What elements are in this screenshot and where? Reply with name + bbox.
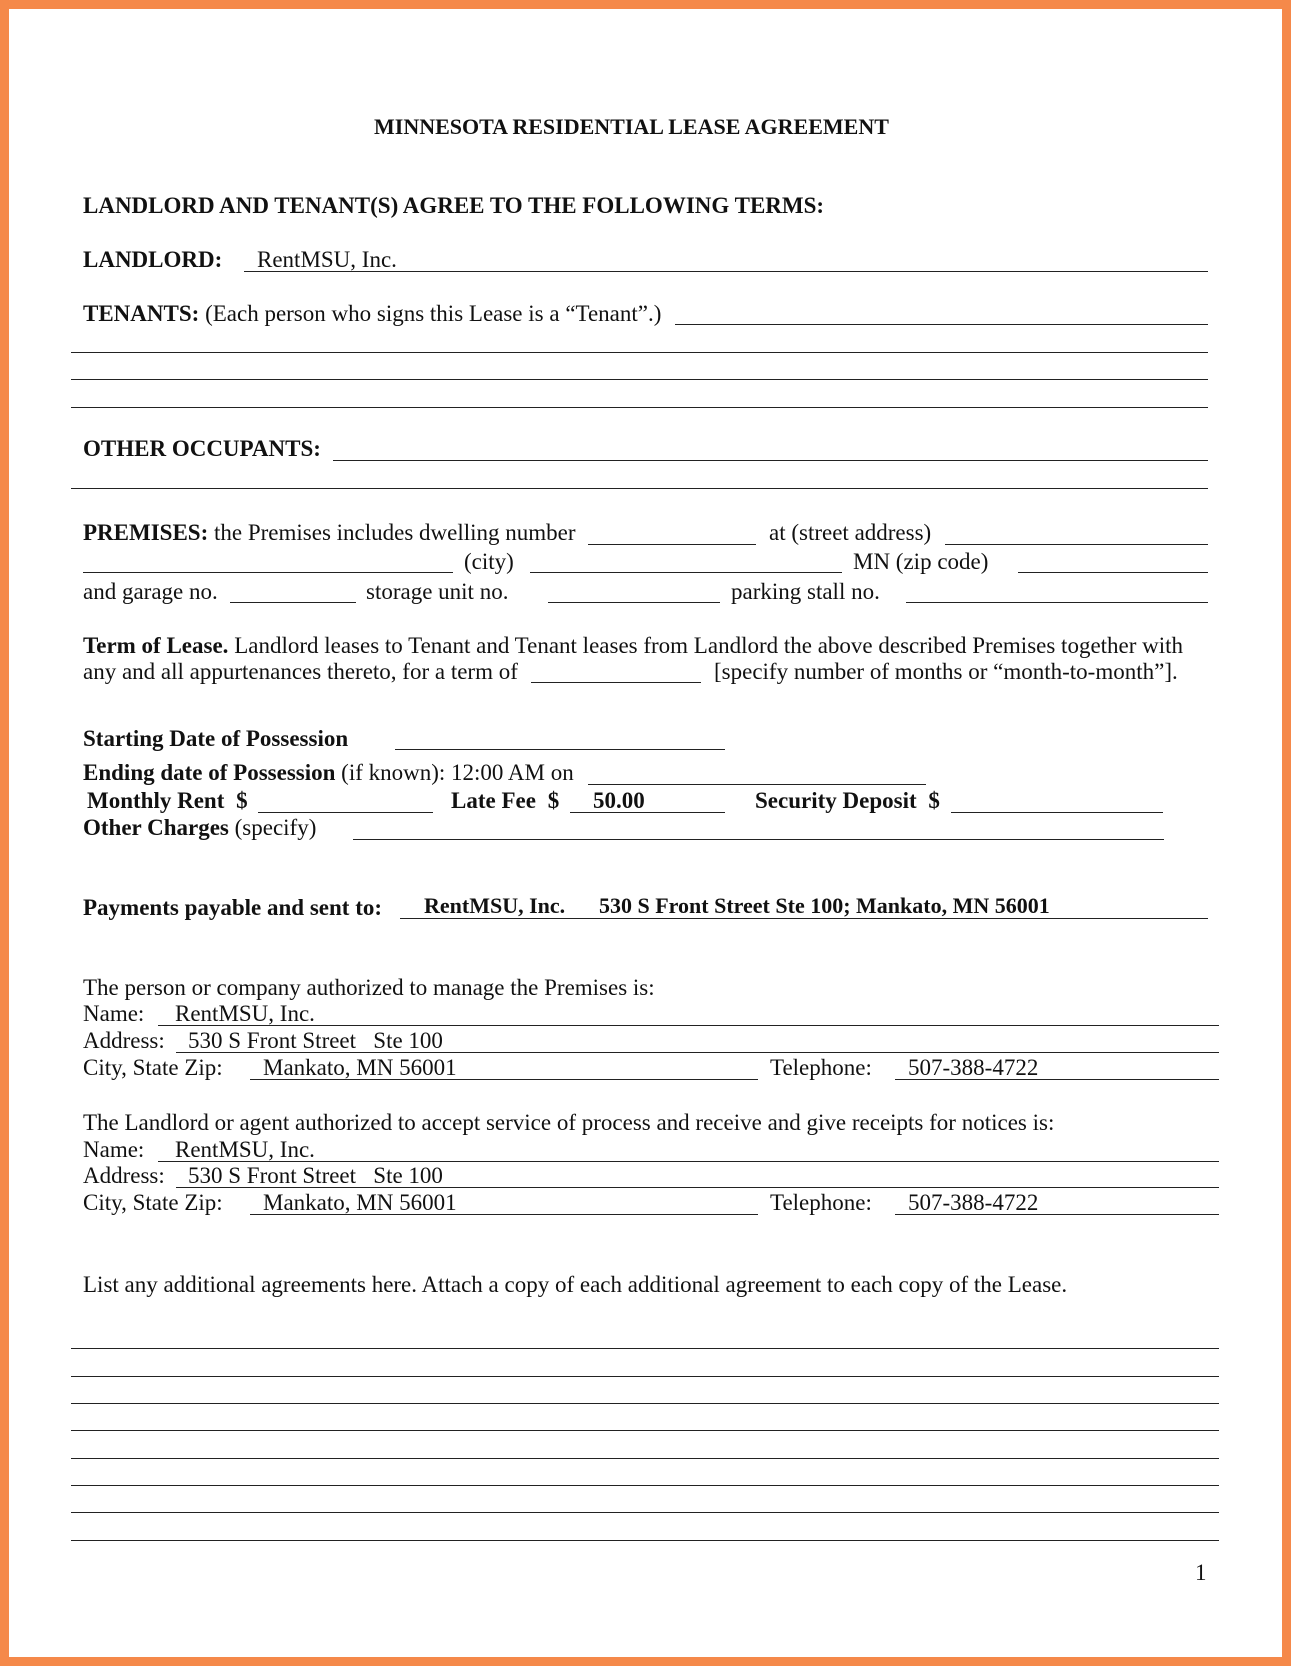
manager-phone-label: Telephone: xyxy=(770,1055,872,1080)
other-occupants-field-1[interactable] xyxy=(333,460,1208,461)
street-address-field[interactable] xyxy=(945,544,1208,545)
start-possession-field[interactable] xyxy=(395,749,725,750)
tenants-label: TENANTS: xyxy=(83,301,200,326)
term-label: Term of Lease. xyxy=(83,633,229,658)
garage-text: and garage no. xyxy=(83,579,218,604)
manager-intro: The person or company authorized to manage the Premises is: xyxy=(83,975,655,1000)
agent-city-value: Mankato, MN 56001 xyxy=(263,1190,457,1215)
monthly-rent-label: Monthly Rent xyxy=(87,788,225,813)
manager-name-value: RentMSU, Inc. xyxy=(175,1001,315,1026)
end-possession-field[interactable] xyxy=(588,784,926,785)
additional-line-2[interactable] xyxy=(71,1376,1219,1377)
term-row-1 xyxy=(83,634,1183,657)
additional-line-5[interactable] xyxy=(71,1458,1219,1459)
payments-label: Payments payable and sent to: xyxy=(83,895,383,920)
late-fee-currency: $ xyxy=(547,788,560,813)
parking-text: parking stall no. xyxy=(731,579,880,604)
garage-field[interactable] xyxy=(230,602,356,603)
manager-name-label: Name: xyxy=(83,1001,145,1026)
manager-address-label: Address: xyxy=(83,1028,165,1053)
page-number: 1 xyxy=(1195,1560,1207,1585)
additional-agreements-text: List any additional agreements here. Attach a copy of each additional agreement to each copy of the Lease. xyxy=(83,1272,1068,1297)
street-address-field-2[interactable] xyxy=(83,572,453,573)
other-charges-row xyxy=(83,816,316,839)
tenants-row xyxy=(83,302,661,325)
other-occupants-label: OTHER OCCUPANTS: xyxy=(83,436,321,461)
other-charges-field[interactable] xyxy=(353,839,1164,840)
tenants-field-4[interactable] xyxy=(71,407,1208,408)
agent-phone-value: 507-388-4722 xyxy=(908,1190,1039,1215)
premises-label: PREMISES: xyxy=(83,520,209,545)
start-possession-label: Starting Date of Possession xyxy=(83,726,349,751)
street-address-text: at (street address) xyxy=(769,520,932,545)
term-text-1: Landlord leases to Tenant and Tenant leases from Landlord the above described Premises together with xyxy=(234,633,1184,658)
late-fee-label-row xyxy=(451,789,559,812)
manager-address-value: 530 S Front Street Ste 100 xyxy=(188,1028,443,1053)
other-occupants-field-2[interactable] xyxy=(71,488,1208,489)
landlord-value: RentMSU, Inc. xyxy=(257,247,397,272)
term-text-2: any and all appurtenances thereto, for a term of xyxy=(83,659,518,684)
tenants-note: (Each person who signs this Lease is a “Tenant”.) xyxy=(205,301,662,326)
landlord-label: LANDLORD: xyxy=(83,247,223,272)
additional-line-7[interactable] xyxy=(71,1512,1219,1513)
storage-text: storage unit no. xyxy=(366,579,509,604)
agent-name-value: RentMSU, Inc. xyxy=(175,1137,315,1162)
payments-field[interactable] xyxy=(400,918,1208,919)
additional-line-1[interactable] xyxy=(71,1348,1219,1349)
monthly-rent-label-row xyxy=(87,789,248,812)
city-text: (city) xyxy=(464,549,514,574)
term-text-3: [specify number of months or “month-to-month”]. xyxy=(714,659,1178,684)
additional-line-6[interactable] xyxy=(71,1485,1219,1486)
monthly-rent-currency: $ xyxy=(236,788,248,813)
security-deposit-currency: $ xyxy=(928,788,940,813)
agent-phone-label: Telephone: xyxy=(770,1190,872,1215)
document-title: MINNESOTA RESIDENTIAL LEASE AGREEMENT xyxy=(374,114,889,139)
manager-phone-value: 507-388-4722 xyxy=(908,1055,1039,1080)
other-charges-note: (specify) xyxy=(234,815,317,840)
monthly-rent-field[interactable] xyxy=(258,812,433,813)
other-charges-label: Other Charges xyxy=(83,815,229,840)
additional-line-8[interactable] xyxy=(71,1540,1219,1541)
storage-field[interactable] xyxy=(548,602,720,603)
agent-address-label: Address: xyxy=(83,1163,165,1188)
manager-name-field[interactable] xyxy=(158,1025,1219,1026)
end-possession-label: Ending date of Possession xyxy=(83,760,336,785)
zip-text: MN (zip code) xyxy=(853,549,989,574)
premises-dwelling-text: the Premises includes dwelling number xyxy=(214,520,576,545)
additional-line-3[interactable] xyxy=(71,1403,1219,1404)
manager-city-value: Mankato, MN 56001 xyxy=(263,1055,457,1080)
agent-intro: The Landlord or agent authorized to accept service of process and receive and give receipts for notices is: xyxy=(83,1110,1055,1135)
agent-name-field[interactable] xyxy=(158,1161,1219,1162)
tenants-field-2[interactable] xyxy=(71,352,1208,353)
late-fee-label: Late Fee xyxy=(451,788,536,813)
security-deposit-field[interactable] xyxy=(951,812,1163,813)
payments-payee: RentMSU, Inc. xyxy=(424,893,566,918)
parking-field[interactable] xyxy=(906,602,1208,603)
city-field[interactable] xyxy=(530,572,842,573)
term-field[interactable] xyxy=(531,682,701,683)
end-possession-row xyxy=(83,761,574,784)
agent-name-label: Name: xyxy=(83,1137,145,1162)
end-possession-note: (if known): 12:00 AM on xyxy=(341,760,574,785)
manager-city-label: City, State Zip: xyxy=(83,1055,223,1080)
agent-city-label: City, State Zip: xyxy=(83,1190,223,1215)
tenants-field-1[interactable] xyxy=(675,324,1208,325)
tenants-field-3[interactable] xyxy=(71,379,1208,380)
dwelling-number-field[interactable] xyxy=(588,544,756,545)
late-fee-value: 50.00 xyxy=(593,788,645,813)
security-deposit-label: Security Deposit xyxy=(755,788,917,813)
agree-heading: LANDLORD AND TENANT(S) AGREE TO THE FOLLOWING TERMS: xyxy=(83,193,825,218)
additional-line-4[interactable] xyxy=(71,1430,1219,1431)
premises-row-1 xyxy=(83,521,576,544)
payments-address: 530 S Front Street Ste 100; Mankato, MN 56001 xyxy=(599,893,1050,918)
zip-field[interactable] xyxy=(1018,572,1208,573)
security-deposit-label-row xyxy=(755,789,940,812)
agent-address-value: 530 S Front Street Ste 100 xyxy=(188,1163,443,1188)
